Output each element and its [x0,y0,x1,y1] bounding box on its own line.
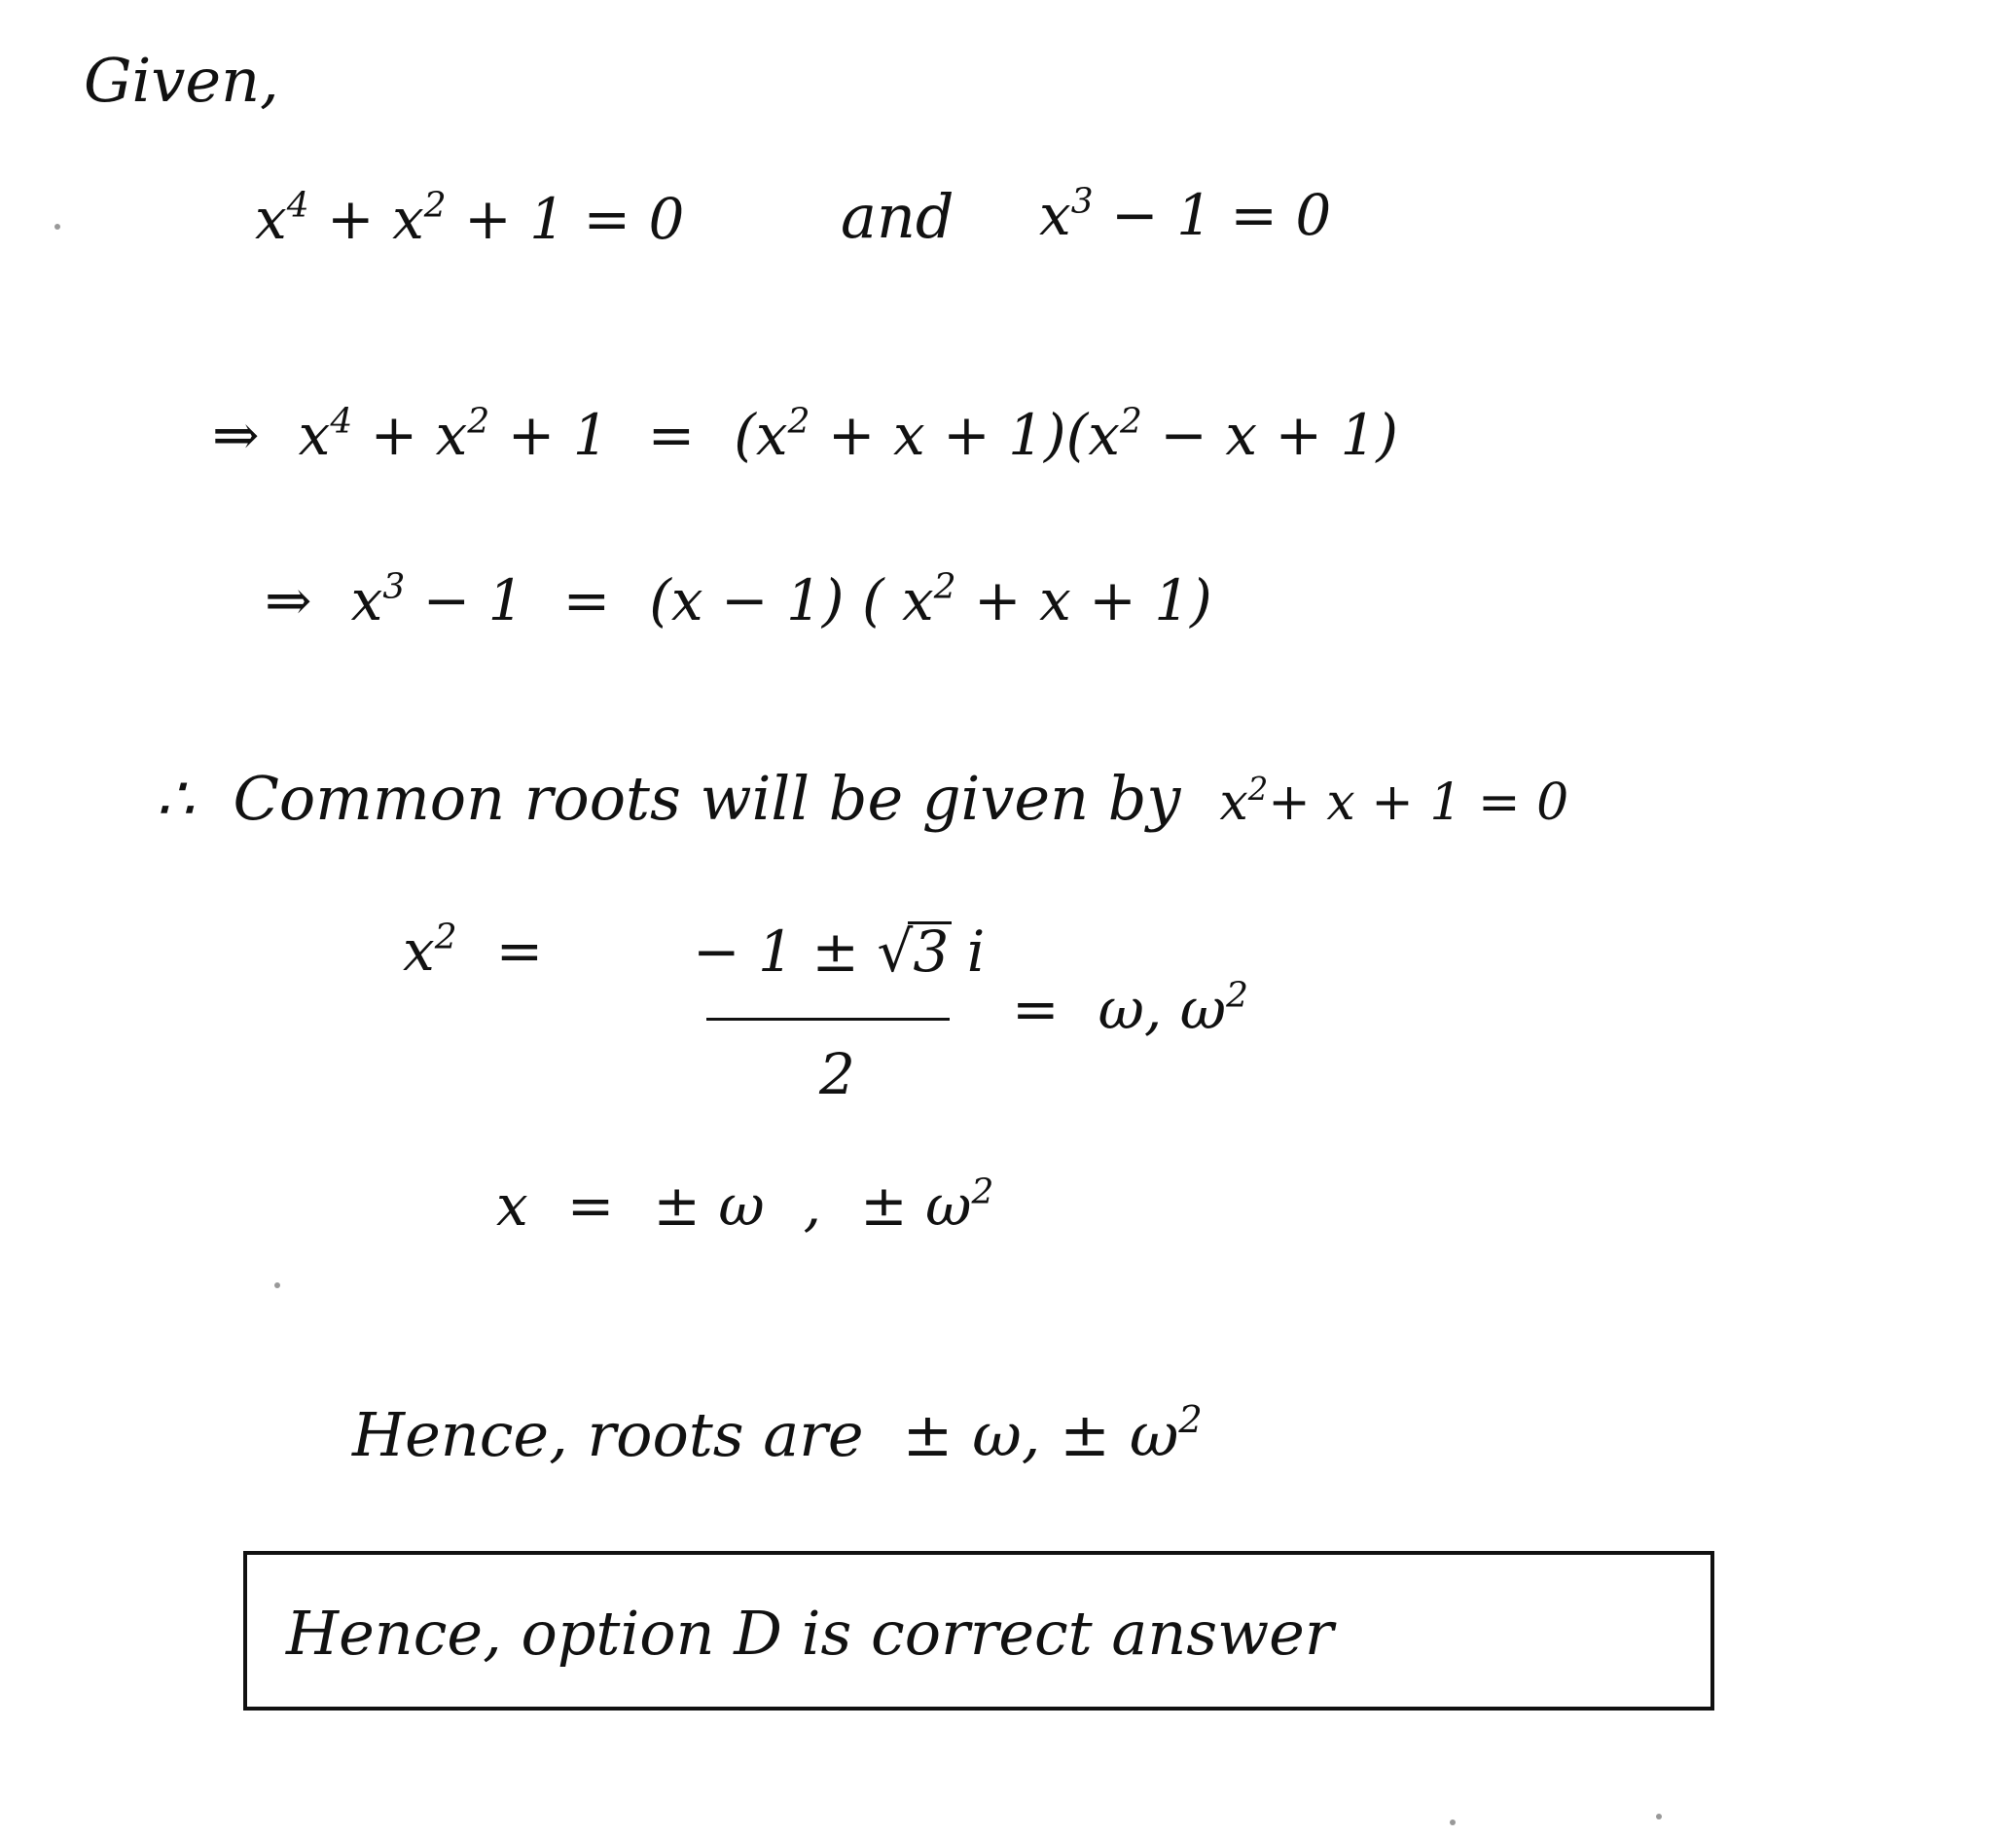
num-b: i [949,918,986,985]
given-equation-1 [255,185,685,252]
hence-roots-text: Hence, roots are [352,1399,864,1470]
answer-box [243,1551,1714,1711]
stray-mark [1656,1814,1662,1819]
quadratic-lhs [403,917,544,984]
given-equation-2 [1039,181,1332,248]
q-lhs: x [403,918,435,984]
s2-lhs: x [350,567,383,633]
factorization-step-2 [265,566,1212,633]
s1-rhs-b: + x + 1)(x [810,402,1120,468]
s1-lhs-a-exp: 4 [330,401,353,442]
s2-rhs-b: + x + 1) [955,567,1212,633]
root-2-exp: 2 [971,1171,994,1212]
s1-lhs-c: + 1 [489,402,609,468]
roots-comma: , [803,1172,822,1239]
eq1-base: x [255,186,287,252]
therefore-symbol: ∴ [156,763,195,834]
hence-roots-values: ± ω, ± ω [902,1399,1179,1470]
factorization-step-1 [212,401,1399,468]
fraction-numerator [693,918,985,985]
quadratic-result [1012,975,1248,1042]
num-a: − 1 ± [693,918,878,985]
q-equals-2: = [1012,976,1060,1042]
cr-eqn-a: x [1219,774,1248,832]
s2-lhs-rest: − 1 [405,567,524,633]
eq2-rest: − 1 = 0 [1093,182,1332,248]
q-result-exp: 2 [1226,975,1248,1016]
hence-roots-exp: 2 [1178,1398,1203,1443]
s1-rhs-a-exp: 2 [787,401,810,442]
sqrt-symbol: √ 3 [877,918,949,985]
cr-eqn-exp: 2 [1247,771,1269,809]
s1-lhs-b: + x [352,402,468,468]
s1-rhs-a: (x [734,402,788,468]
s1-lhs-b-exp: 2 [467,401,490,442]
s1-rhs-c: − x + 1) [1141,402,1399,468]
eq2-base: x [1039,182,1071,248]
s2-lhs-exp: 3 [382,566,406,607]
fraction-bar [706,1018,950,1021]
sqrt-arg: 3 [913,918,950,985]
given-label: Given, [84,45,279,116]
root-1: ± ω [653,1172,765,1239]
common-roots-text: Common roots will be given by [233,763,1181,834]
q-lhs-exp: 2 [434,917,457,957]
roots-line [496,1171,994,1239]
stray-mark [274,1282,280,1288]
q-equals: = [495,918,544,984]
eq1-rhs: + 1 = 0 [446,186,685,252]
eq1-mid-exp: 2 [423,185,447,226]
s1-rhs-b-exp: 2 [1120,401,1142,442]
answer-text: Hence, option D is correct answer [286,1598,1334,1669]
cr-eqn-b: + x + 1 = 0 [1268,774,1569,832]
s2-rhs-a-exp: 2 [933,566,956,607]
and-word: and [841,181,954,252]
implies-arrow: ⇒ [265,567,312,633]
common-roots-equation [1219,771,1569,832]
eq1-exp: 4 [286,185,309,226]
s1-lhs-a: x [298,402,331,468]
root-2: ± ω [860,1172,972,1239]
stray-mark [54,224,60,230]
stray-mark [1450,1819,1456,1825]
implies-arrow: ⇒ [212,402,260,468]
s1-equals: = [647,402,696,468]
common-roots-line [156,763,1569,834]
eq2-exp: 3 [1070,181,1094,222]
roots-equals: = [566,1172,615,1239]
s2-rhs-a: (x − 1) ( x [649,567,934,633]
eq1-mid: + x [308,186,424,252]
q-result-a: ω, ω [1098,976,1227,1042]
roots-lhs: x [496,1172,528,1239]
s2-equals: = [562,567,611,633]
hence-roots-line [352,1398,1203,1470]
fraction-denominator: 2 [819,1041,855,1107]
